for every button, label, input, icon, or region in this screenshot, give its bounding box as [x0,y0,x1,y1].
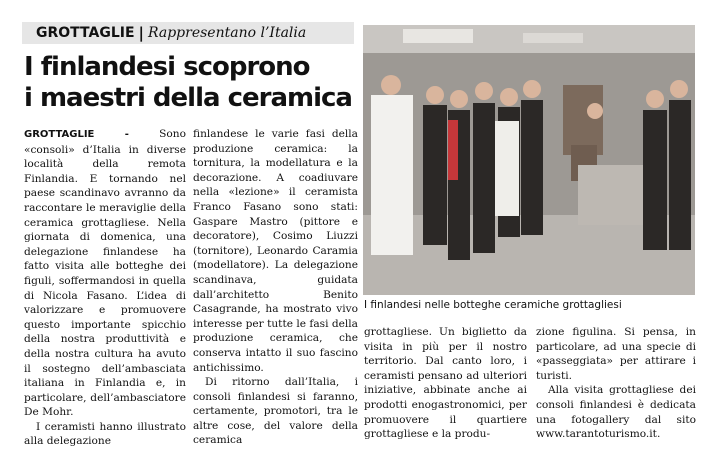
article-photo [363,25,695,295]
article-paragraph: finlandese le varie fasi della produzione ceramica: la tornitura, la modellatura e la decorazione. A coadiuvare nella «lezione» il ceramista Franco Fasano sono stati: Gaspare Mastro (pittore e decoratore), Cosimo Liuzzi (tornitore), Leonardo Caramia (modellatore). La delegazione scandinava, guidata dall’architetto Benito Casagrande, ha mostrato vivo interesse per tutte le fasi della produzione ceramica, che conserva intatto il suo fascino antichissimo. [193,128,358,374]
article-column-3 [364,325,527,442]
article-paragraph: I ceramisti hanno illustrato alla delegazione [24,420,186,448]
article-paragraph: zione figulina. Si pensa, in particolare, ad una specie di «passeggiata» per attirare i turisti. [536,326,696,382]
kicker-section: Rappresentano l’Italia [148,25,307,41]
headline [24,52,354,114]
kicker-separator: | [138,24,145,42]
photo-illustration [363,25,695,295]
article-column-4 [536,325,696,442]
article-column-2 [193,127,358,448]
article-paragraph: Alla visita grottagliese dei consoli finlandesi è dedicata una fotogallery dal sito www.tarantoturismo.it. [536,384,696,441]
headline-line-1: I finlandesi scoprono [24,52,310,82]
headline-line-2: i maestri della ceramica [24,83,352,113]
dateline: GROTTAGLIE - [24,129,129,140]
article-paragraph: Di ritorno dall’Italia, i consoli finlandesi si faranno, certamente, promotori, tra le altre cose, del valore della ceramica [193,376,358,447]
paragraph-text: Sono «consoli» d’Italia in diverse località della remota Finlandia. E tornando nel paese scandinavo avranno da raccontare le meraviglie della ceramica grottagliese. Nella giornata di domenica, una delegazione finlandese ha fatto visita alle botteghe dei figuli, soffermandosi in quella di Nicola Fasano. L’idea di valorizzare e promuovere questo importante spicchio della nostra produttività e della nostra cultura ha avuto il sostegno dell’ambasciata italiana in Finlandia e, in particolare, dell’ambasciatore De Mohr. [24,128,186,419]
article-paragraph: grottagliese. Un biglietto da visita in più per il nostro territorio. Dal canto loro, i ceramisti pensano ad ulteriori iniziative, abbinate anche ai prodotti enogastronomici, per promuovere il quartiere grottagliese e la produ- [364,326,527,441]
kicker-city: GROTTAGLIE [36,25,135,41]
article-column-1 [24,127,186,449]
article-paragraph [24,127,186,420]
kicker-bar [22,22,354,44]
photo-caption: I finlandesi nelle botteghe ceramiche grottagliesi [364,299,622,311]
